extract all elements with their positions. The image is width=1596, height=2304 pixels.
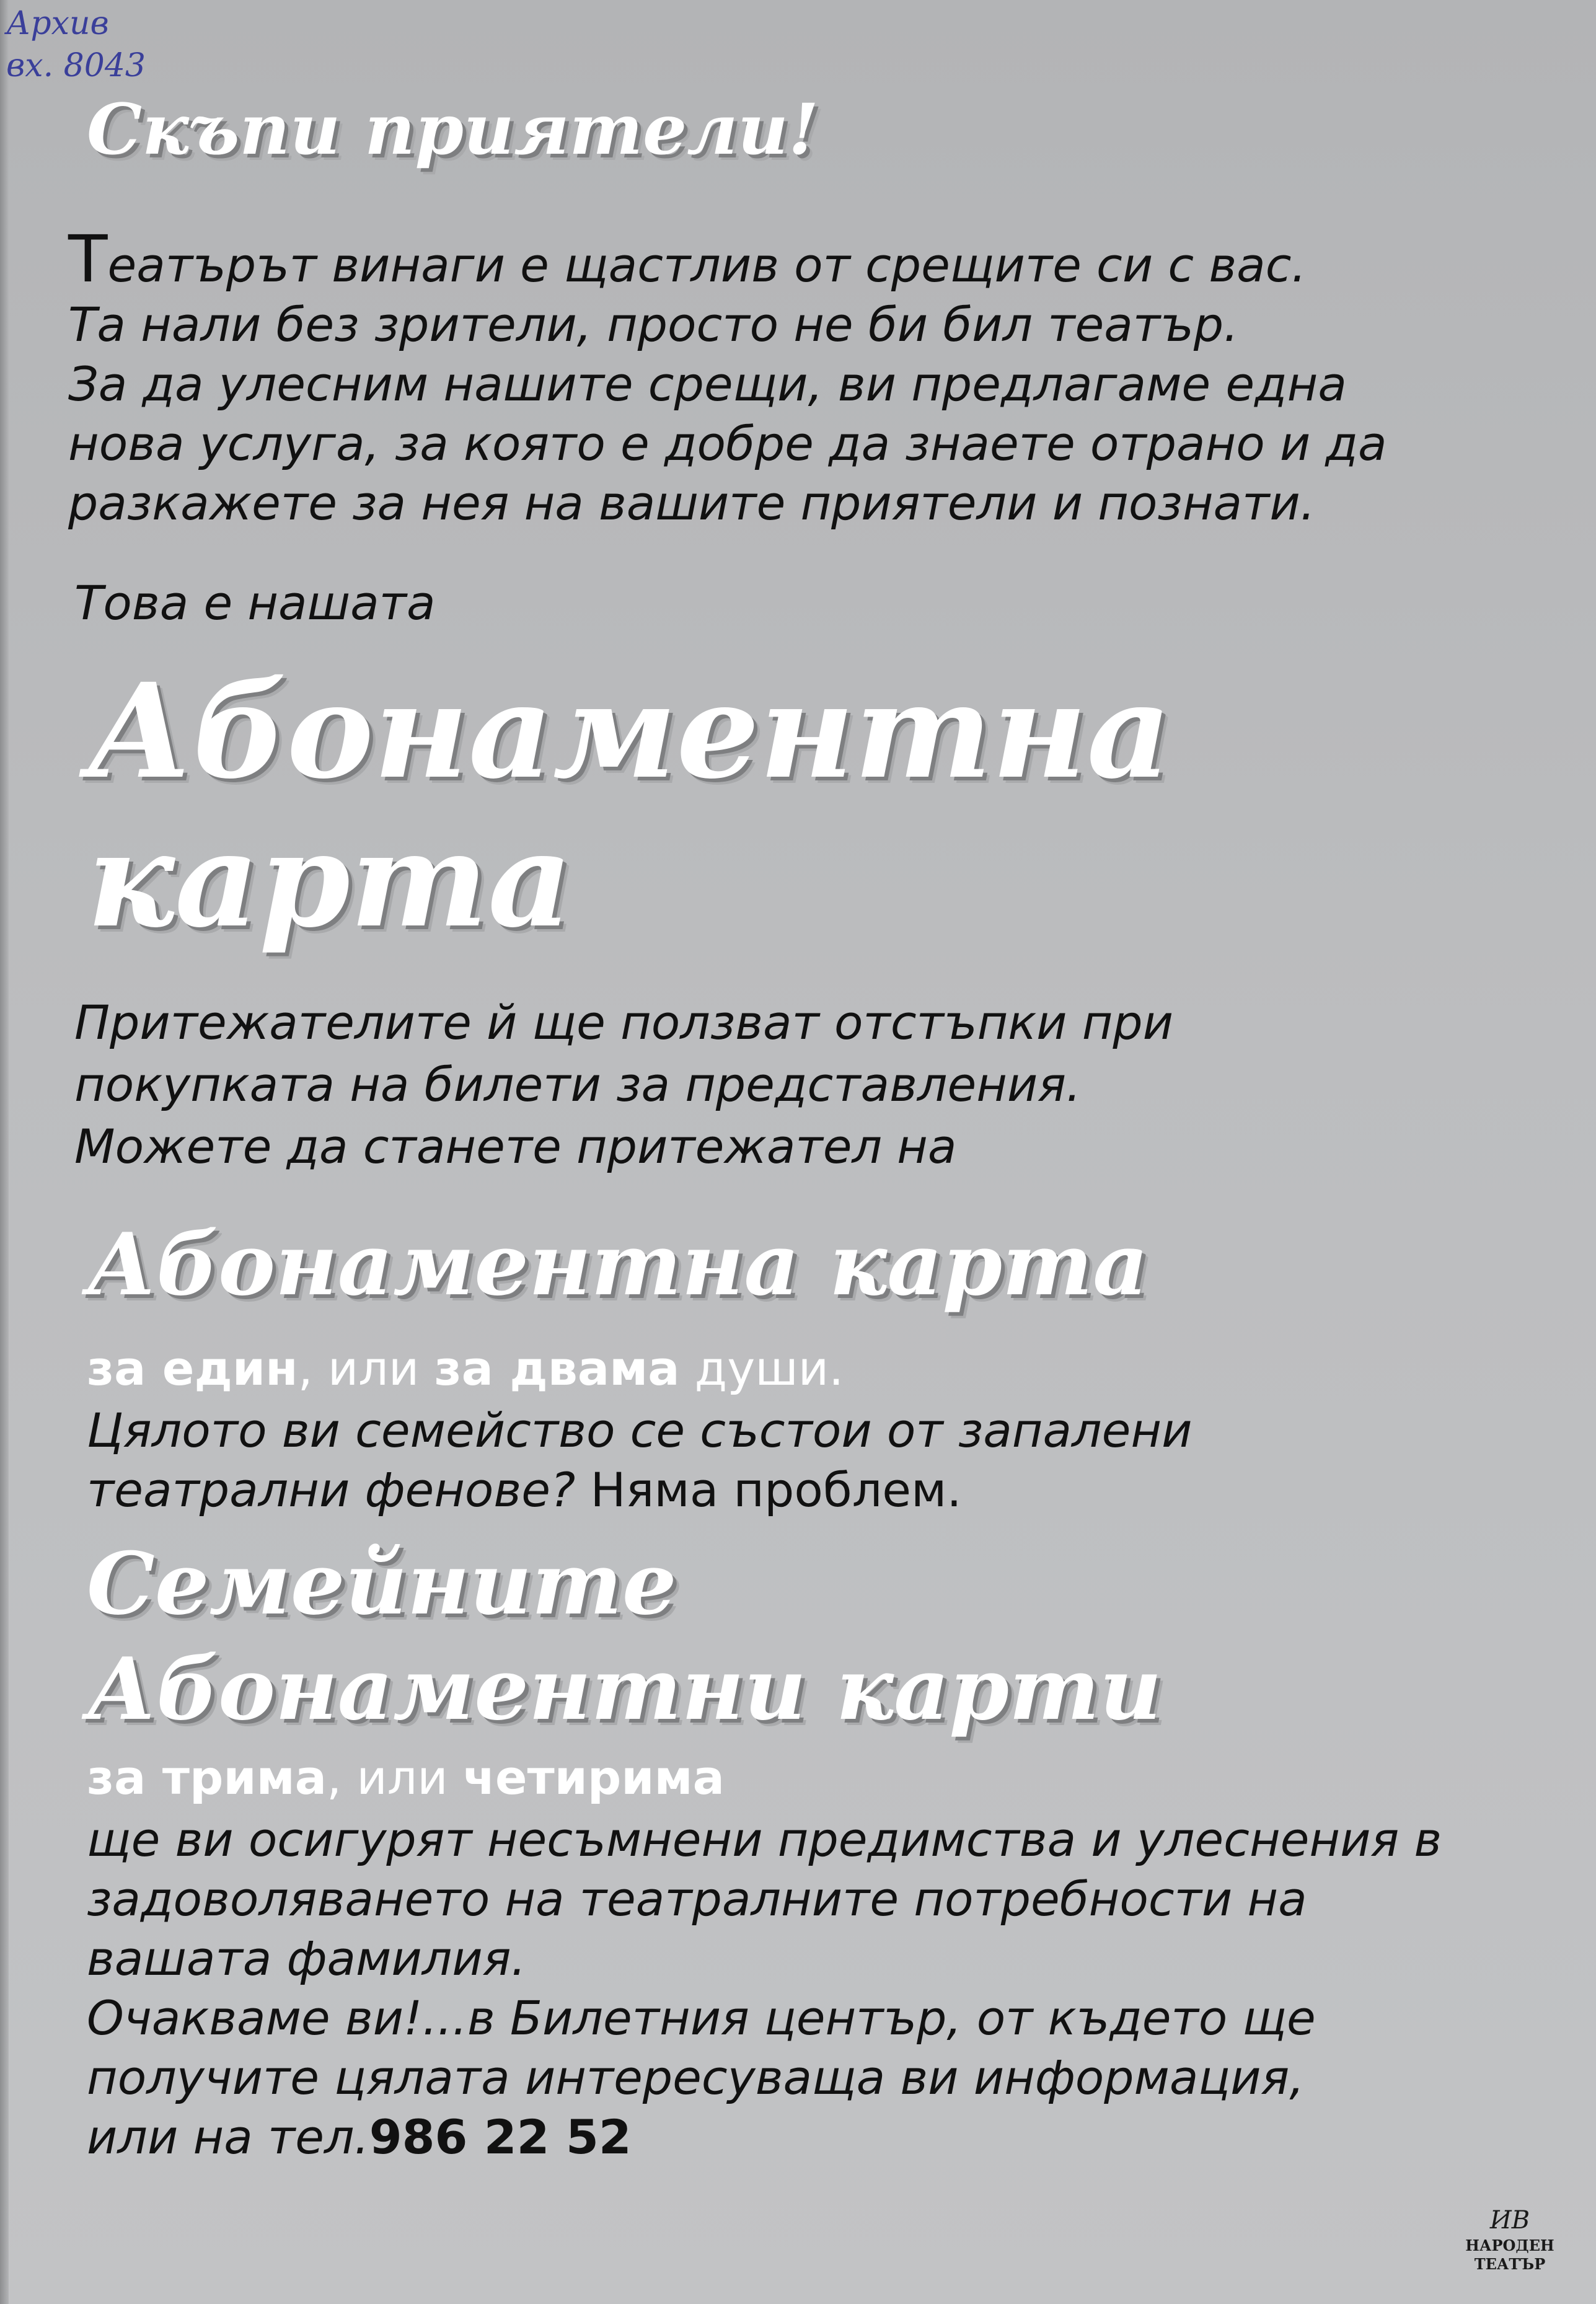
- intro-line-1-text: еатърът винаги е щастлив от срещите си с вас.: [107, 237, 1307, 293]
- title-large-line-2: карта: [87, 803, 573, 956]
- archive-handwritten-note: [6, 2, 146, 87]
- family-question-paragraph: [87, 1401, 1192, 1520]
- option-suffix: души.: [679, 1341, 844, 1396]
- scan-edge: [0, 0, 9, 2304]
- family-option-separator: , или: [327, 1750, 463, 1805]
- national-theatre-logo: [1448, 2204, 1572, 2291]
- closing-line-3: вашата фамилия.: [87, 1931, 526, 1986]
- family-title-line-2: Абонаментни карти: [87, 1638, 1162, 1739]
- family-question-line-1: Цялото ви семейство се състои от запалени: [87, 1403, 1193, 1458]
- family-title-line-1: Семейните: [87, 1533, 677, 1634]
- intro-paragraph: [68, 221, 1387, 533]
- closing-paragraph: [87, 1810, 1442, 2167]
- option-one-person: за един: [87, 1341, 298, 1396]
- closing-line-5: получите цялата интересуваща ви информация,: [87, 2050, 1305, 2105]
- phone-number: 986 22 52: [369, 2109, 632, 2165]
- family-cards-title: [87, 1531, 1162, 1742]
- family-options-line: [87, 1748, 725, 1807]
- lead-in-line: Това е нашата: [74, 575, 436, 630]
- option-two-persons: за двама: [434, 1341, 680, 1396]
- title-large-line-1: Абонаментна: [87, 655, 1171, 808]
- closing-line-2: задоволяването на театралните потребности на: [87, 1871, 1307, 1927]
- family-question-upright: Няма проблем.: [575, 1462, 962, 1517]
- closing-line-6: [87, 2108, 1442, 2167]
- greeting-heading: Скъпи приятели!: [87, 89, 819, 170]
- benefits-line-1: Притежателите й ще ползват отстъпки при: [74, 995, 1174, 1050]
- phone-prefix: или на тел.: [87, 2109, 369, 2165]
- subscription-card-title: Абонаментна карта: [87, 1214, 1149, 1315]
- family-question-line-2: [87, 1460, 1192, 1520]
- subscription-card-title-large: [87, 657, 1171, 955]
- theatre-logo-mark: ИВ: [1489, 2206, 1530, 2235]
- closing-line-4: Очакваме ви!...в Билетния център, от където ще: [87, 1990, 1316, 2046]
- card-options-line: [87, 1339, 844, 1398]
- option-three-persons: за трима: [87, 1750, 327, 1805]
- lead-in-text: [74, 573, 436, 633]
- option-separator: , или: [298, 1341, 434, 1396]
- option-four-persons: четирима: [462, 1750, 725, 1805]
- archive-note-line1: Архив: [6, 5, 109, 42]
- theatre-logo-line-1: НАРОДЕН: [1465, 2236, 1554, 2254]
- card-options: [87, 1339, 844, 1398]
- intro-line-5: разкажете за нея на вашите приятели и познати.: [68, 475, 1315, 531]
- family-options: [87, 1748, 725, 1807]
- family-question-italic: театрални фенове?: [87, 1462, 576, 1517]
- intro-line-4: нова услуга, за която е добре да знаете отрано и да: [68, 416, 1387, 471]
- archive-note-line2: вх. 8043: [6, 47, 146, 84]
- intro-line-2: Та нали без зрители, просто не би бил театър.: [68, 297, 1239, 352]
- intro-initial-letter: Т: [68, 221, 108, 297]
- theatre-logo-line-2: ТЕАТЪР: [1474, 2255, 1546, 2273]
- benefits-line-2: покупката на билети за представления.: [74, 1057, 1082, 1112]
- intro-line-3: За да улесним нашите срещи, ви предлагаме една: [68, 356, 1347, 412]
- benefits-line-3: Можете да станете притежател на: [74, 1119, 957, 1174]
- benefits-paragraph: [74, 992, 1173, 1178]
- closing-line-1: ще ви осигурят несъмнени предимства и улеснения в: [87, 1812, 1442, 1867]
- intro-line-1: [68, 221, 1387, 297]
